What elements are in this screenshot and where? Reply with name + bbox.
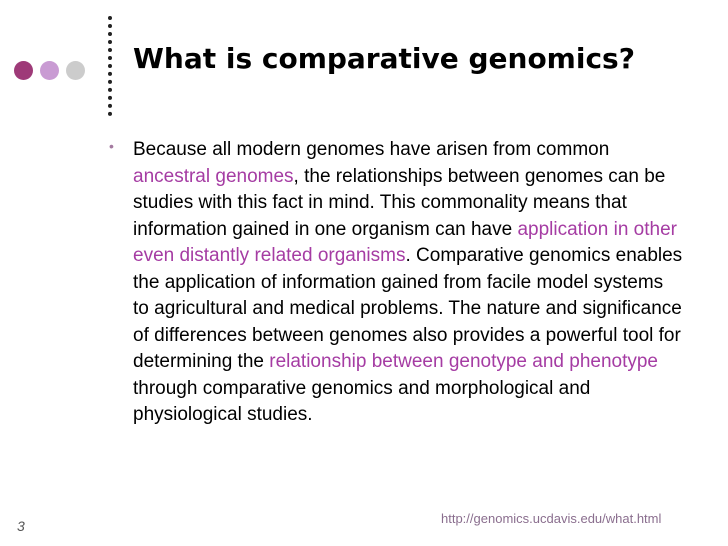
accent-dot-light <box>40 61 59 80</box>
dotted-divider <box>108 16 112 116</box>
slide-number: 3 <box>17 518 25 534</box>
bullet-icon: • <box>109 138 114 154</box>
bullet-text-segment: , the relationships between genomes can be studies with this fact in mind. This commonality means that information gained in one organism can have <box>133 165 666 240</box>
highlight-ancestral-genomes: ancestral genomes <box>133 165 294 187</box>
bullet-text-segment: through comparative genomics and morphological and physiological studies. <box>133 377 591 425</box>
accent-dot-dark <box>14 61 33 80</box>
bullet-text-segment: Because all modern genomes have arisen from common <box>133 139 610 160</box>
decorative-dots <box>14 61 92 80</box>
slide-title: What is comparative genomics? <box>133 42 635 75</box>
source-link[interactable]: http://genomics.ucdavis.edu/what.html <box>441 511 662 526</box>
highlight-genotype-phenotype: relationship between genotype and phenotype <box>269 351 658 372</box>
bullet-text <box>133 137 683 429</box>
bullet-text-segment: . Comparative genomics enables the application of information gained from facile model systems to agricultural and medical problems. The nature and significance of differences between genomes also provides a powerful tool for determining the <box>133 245 683 372</box>
highlight-application: application in other even distantly related organisms <box>133 218 677 266</box>
accent-dot-gray <box>66 61 85 80</box>
